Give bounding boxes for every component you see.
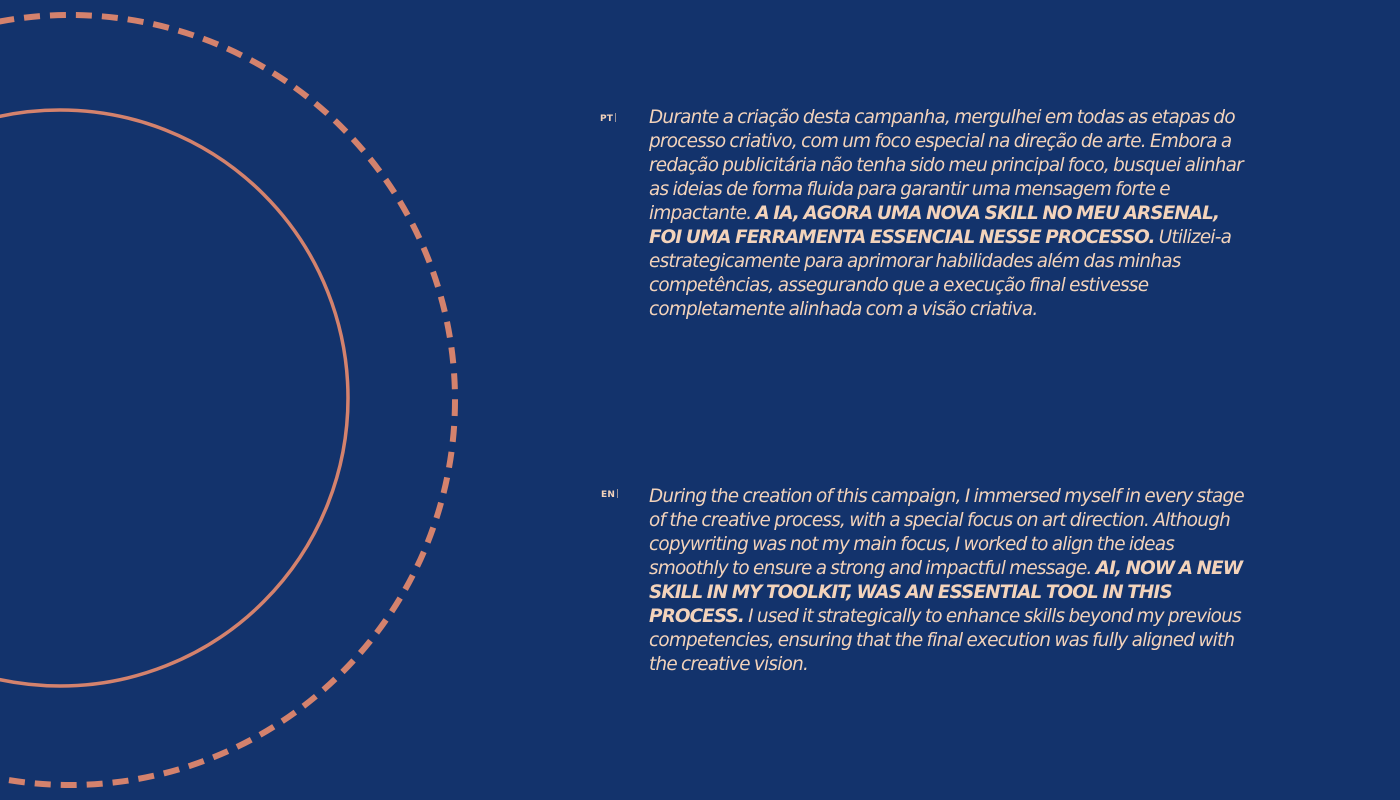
paragraph-pt-emphasis: A IA, AGORA UMA NOVA SKILL NO MEU ARSENAL, FOI UMA FERRAMENTA ESSENCIAL NESSE PROCESSO. (649, 203, 1220, 248)
paragraph-en (649, 485, 1251, 677)
solid-inner-circle (0, 110, 348, 686)
paragraph-pt (649, 106, 1251, 322)
paragraph-en-outro: I used it strategically to enhance skills beyond my previous competencies, ensuring that the final execution was fully aligned with the creative vision. (649, 606, 1241, 675)
paragraph-pt-intro: Durante a criação desta campanha, mergulhei em todas as etapas do processo criativo, com um foco especial na direção de arte. Embora a redação publicitária não tenha sido meu principal foco, busquei alinhar as ideias de forma fluida para garantir uma mensagem forte e impactante. (649, 107, 1243, 224)
dashed-outer-circle (0, 15, 455, 785)
language-tag-en (601, 489, 618, 501)
language-tag-pt (600, 113, 616, 125)
language-tag-en-label: EN (601, 490, 616, 500)
paragraph-en-emphasis: AI, NOW A NEW SKILL IN MY TOOLKIT, WAS AN ESSENTIAL TOOL IN THIS PROCESS. (649, 558, 1243, 627)
paragraph-en-intro: During the creation of this campaign, I immersed myself in every stage of the creative process, with a special focus on art direction. Although copywriting was not my main focus, I worked to align the ideas smoothly to ensure a strong and impactful message. (649, 486, 1244, 579)
tag-divider (617, 489, 618, 498)
paragraph-pt-outro: Utilizei-a estrategicamente para aprimorar habilidades além das minhas competências, assegurando que a execução final estivesse completamente alinhada com a visão criativa. (649, 227, 1232, 320)
tag-divider (615, 113, 616, 122)
language-tag-pt-label: PT (600, 114, 614, 124)
